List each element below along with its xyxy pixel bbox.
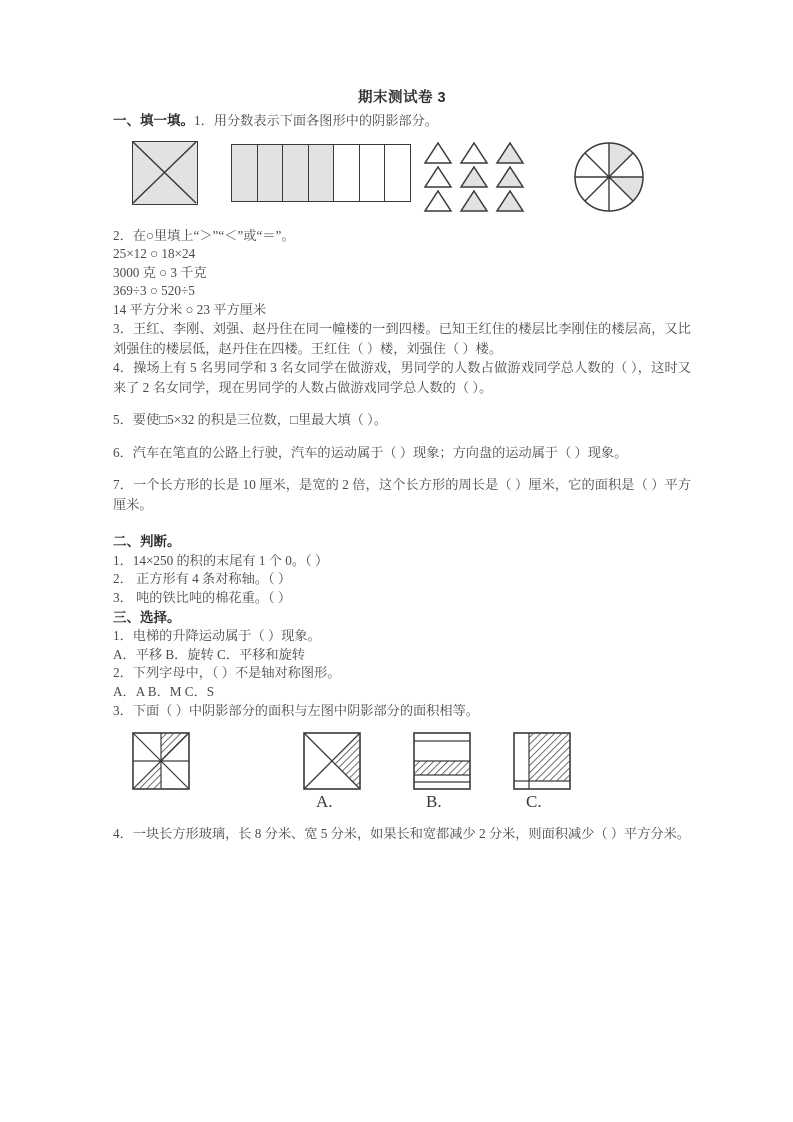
triangle-icon-shaded (495, 189, 525, 213)
question-1-2-intro: 2．在○里填上“＞”“＜”或“＝”。 (113, 227, 295, 243)
section-three-heading: 三、选择。 (113, 609, 181, 625)
choice-figures-row (113, 732, 691, 824)
triangle-icon (423, 165, 453, 189)
triangle-row (423, 141, 533, 165)
section-two-item: 2． 正方形有 4 条对称轴。（ ） (113, 571, 292, 587)
question-1-6: 6．汽车在笔直的公路上行驶，汽车的运动属于（ ）现象；方向盘的运动属于（ ）现象。 (113, 444, 628, 460)
square-x-half-shaded-svg (303, 732, 361, 790)
question-1-2-item: 14 平方分米 ○ 23 平方厘米 (113, 301, 267, 317)
choice-a-label: A. (316, 792, 333, 812)
question-3-1-options: A．平移 B．旋转 C．平移和旋转 (113, 646, 305, 662)
choice-b-label: B. (426, 792, 442, 812)
strip-cell (309, 145, 335, 201)
section-two-item: 3． 吨的铁比吨的棉花重。（ ） (113, 590, 292, 606)
triangle-row (423, 165, 533, 189)
question-3-4: 4．一块长方形玻璃，长 8 分米、宽 5 分米，如果长和宽都减少 2 分米，则面积减少（ ）平方分米。 (113, 826, 690, 842)
question-1-1: 1．用分数表示下面各图形中的阴影部分。 (194, 113, 438, 128)
corner-block-square-svg (513, 732, 571, 790)
seven-cell-strip-figure (231, 144, 411, 202)
question-3-2: 2．下列字母中，（ ）不是轴对称图形。 (113, 665, 341, 681)
question-3-3: 3．下面（ ）中阴影部分的面积与左图中阴影部分的面积相等。 (113, 702, 479, 718)
page-content (113, 86, 691, 844)
question-1-2-item: 369÷3 ○ 520÷5 (113, 283, 195, 299)
section-two-item: 1．14×250 的积的末尾有 1 个 0。（ ） (113, 552, 329, 568)
choice-a-figure (303, 732, 361, 790)
triangle-icon-shaded (459, 189, 489, 213)
triangle-icon (423, 189, 453, 213)
question-1-3: 3．王红、李刚、刘强、赵丹住在同一幢楼的一到四楼。已知王红住的楼层比李刚住的楼层高，又比刘强住的楼层低，赵丹住在四楼。王红住（ ）楼，刘强住（ ）楼。 (113, 321, 691, 356)
eight-sector-circle-figure (573, 141, 645, 213)
section-one-heading: 一、填一填。 (113, 113, 194, 128)
pinwheel-square-svg (132, 732, 190, 790)
question-3-1: 1．电梯的升降运动属于（ ）现象。 (113, 628, 321, 644)
triangle-icon-shaded (495, 141, 525, 165)
question-1-7: 7．一个长方形的长是 10 厘米，是宽的 2 倍，这个长方形的周长是（ ）厘米，它的面积是（ ）平方厘米。 (113, 477, 691, 512)
triangle-icon (423, 141, 453, 165)
strip-cell (258, 145, 284, 201)
question-1-2-item: 25×12 ○ 18×24 (113, 246, 196, 261)
circle-sectors-svg (573, 141, 645, 213)
page-title: 期末测试卷 3 (357, 90, 447, 106)
triangle-icon (459, 141, 489, 165)
choice-c-figure (513, 732, 571, 790)
triangle-icon-shaded (495, 165, 525, 189)
triangle-icon-shaded (459, 165, 489, 189)
section-two-heading: 二、判断。 (113, 534, 181, 550)
section-two-heading-line (113, 532, 691, 552)
triangle-row (423, 189, 533, 213)
square-with-diagonals-figure (132, 141, 198, 205)
question-1-4: 4．操场上有 5 名男同学和 3 名女同学在做游戏，男同学的人数占做游戏同学总人数的（ ），这时又来了 2 名女同学，现在男同学的人数占做游戏同学总人数的（ ）。 (113, 360, 691, 395)
reference-pinwheel-figure (132, 732, 190, 790)
strip-cell (360, 145, 386, 201)
choice-b-figure (413, 732, 471, 790)
choice-c-label: C. (526, 792, 542, 812)
question-3-2-options: A．A B．M C．S (113, 683, 215, 699)
strip-cell (334, 145, 360, 201)
strip-cell (283, 145, 309, 201)
strip-cell (232, 145, 258, 201)
square-diagonals-svg (133, 142, 196, 203)
triangle-grid-figure (423, 141, 533, 213)
fraction-figures-row (113, 141, 691, 219)
question-1-2-item: 3000 克 ○ 3 千克 (113, 264, 207, 280)
strip-cell (385, 145, 410, 201)
question-1-5: 5．要使□5×32 的积是三位数，□里最大填（ ）。 (113, 412, 387, 428)
horizontal-bands-square-svg (413, 732, 471, 790)
section-one-heading-line (113, 111, 691, 131)
section-three-heading-line (113, 608, 691, 628)
